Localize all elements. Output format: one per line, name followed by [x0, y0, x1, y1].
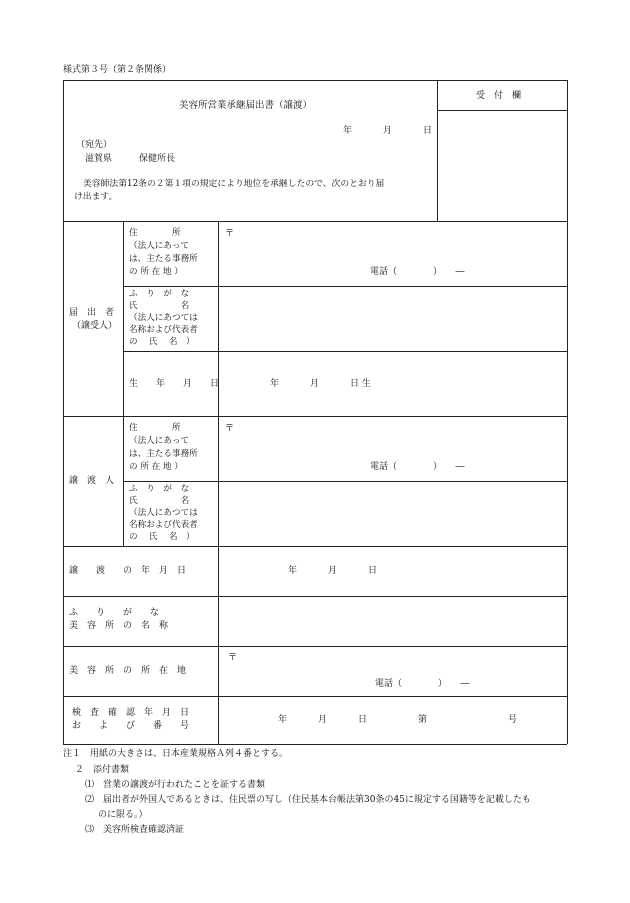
notifier-phone-label: 電話（ ） ― [370, 267, 465, 277]
salon-location-postal-mark: 〒 [228, 653, 238, 663]
transferor-address-label-2: （法人にあって [129, 436, 190, 446]
addressee-prefix: （宛先） [76, 140, 113, 150]
notifier-birth-year: 年 [270, 379, 280, 389]
transferor-address-label-3: は、主たる事務所 [129, 449, 198, 459]
note-item-2-cont: のに限る。） [98, 810, 148, 820]
note-2: ２ 添付書類 [75, 765, 130, 775]
transferor-address-label-1: 住 所 [129, 423, 181, 433]
reception-label: 受 付 欄 [476, 91, 522, 101]
transfer-date-day: 日 [368, 566, 378, 576]
notifier-postal-mark: 〒 [225, 229, 235, 239]
inspection-day: 日 [358, 715, 368, 725]
addressee-recipient: 滋賀県 保健所長 [85, 154, 176, 164]
transferor-name-label-1: ふ り が な [129, 484, 190, 494]
date-year: 年 [343, 126, 353, 136]
inspection-number-suffix: 号 [508, 715, 518, 725]
note-item-2: ⑵ 届出者が外国人であるときは、住民票の写し（住民基本台帳法第30条の45に規定する国籍等を記載したも [85, 795, 531, 805]
transferor-phone-label: 電話（ ） ― [370, 462, 465, 472]
salon-location-label: 美 容 所 の 所 在 地 [69, 666, 187, 676]
date-month: 月 [383, 126, 393, 136]
notifier-birth-label: 生 年 月 日 [129, 379, 220, 389]
form-title: 美容所営業承継届出書（譲渡） [179, 100, 313, 111]
notifier-group-label: 届 出 者 [69, 308, 115, 318]
inspection-month: 月 [318, 715, 328, 725]
inspection-label-1: 検 査 確 認 年 月 日 [72, 708, 190, 718]
notifier-address-label-1: 住 所 [129, 228, 181, 238]
note-item-1: ⑴ 営業の譲渡が行われたことを証する書類 [85, 780, 266, 790]
date-day: 日 [423, 126, 433, 136]
notifier-name-label-1: ふ り が な [129, 289, 190, 299]
notifier-birth-day: 日 生 [350, 379, 371, 389]
notifier-name-label-4: 名称および代表者 [129, 325, 198, 335]
transferor-name-label-5: の 氏 名 ） [129, 532, 195, 542]
notifier-name-label-3: （法人にあつては [129, 313, 198, 323]
transfer-date-month: 月 [328, 566, 338, 576]
transferor-address-label-4: の 所 在 地 ） [129, 462, 183, 472]
declaration-line-1: 美容師法第12条の２第１項の規定により地位を承継したので、次のとおり届 [83, 179, 385, 189]
notifier-name-label-5: の 氏 名 ） [129, 337, 195, 347]
salon-name-furigana-label: ふ り が な [69, 608, 160, 618]
notifier-name-label-2: 氏 名 [129, 301, 190, 311]
transferor-name-label-3: （法人にあつては [129, 508, 198, 518]
note-1: 注１ 用紙の大きさは、日本産業規格Ａ列４番とする。 [63, 749, 289, 759]
declaration-line-2: け出ます。 [74, 192, 118, 202]
transfer-date-label: 譲 渡 の 年 月 日 [69, 566, 187, 576]
inspection-year: 年 [278, 715, 288, 725]
salon-name-label: 美 容 所 の 名 称 [69, 621, 169, 631]
note-item-3: ⑶ 美容所検査確認済証 [85, 825, 185, 835]
transferor-postal-mark: 〒 [225, 424, 235, 434]
inspection-number-prefix: 第 [418, 715, 428, 725]
form-number: 様式第３号（第２条関係） [63, 65, 172, 75]
transferor-name-label-2: 氏 名 [129, 496, 190, 506]
transferor-group-label: 譲 渡 人 [69, 476, 115, 486]
notifier-address-label-3: は、主たる事務所 [129, 254, 198, 264]
transferor-name-label-4: 名称および代表者 [129, 520, 198, 530]
inspection-label-2: お よ び 番 号 [72, 721, 190, 731]
notifier-address-label-2: （法人にあって [129, 241, 190, 251]
notifier-birth-month: 月 [310, 379, 320, 389]
salon-location-phone-label: 電話（ ） ― [375, 679, 470, 689]
notifier-address-label-4: の 所 在 地 ） [129, 267, 183, 277]
notifier-group-sublabel: （譲受人） [72, 321, 118, 331]
transfer-date-year: 年 [288, 566, 298, 576]
